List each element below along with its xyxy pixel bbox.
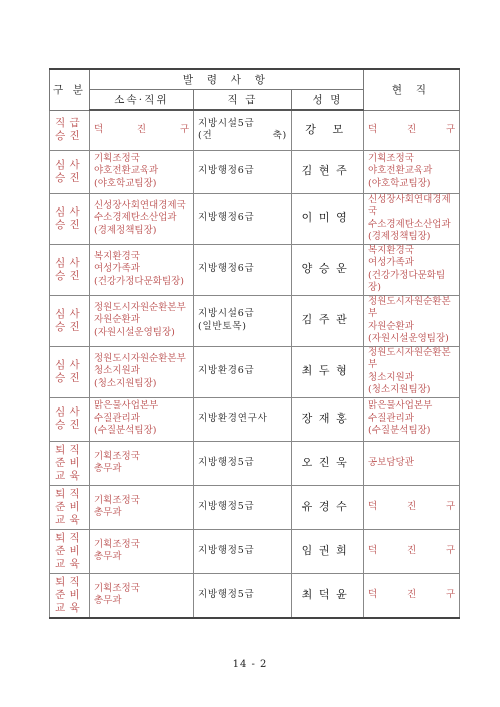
category-cell (50, 193, 90, 244)
dept-position-cell-line: 청소지원과 (94, 365, 140, 377)
grade-cell (194, 244, 292, 295)
category-cell-line: 승진 (55, 419, 84, 431)
grade-cell (194, 441, 292, 485)
dept-position-cell-line: 복지환경국 (94, 250, 140, 262)
grade-cell-line: 지방행정6급 (198, 165, 255, 177)
category-cell-line: 준비 (55, 588, 84, 601)
dept-position-cell-line: (수질분석팀장) (94, 425, 157, 437)
category-cell-line: 심사 (55, 205, 84, 218)
category-cell-line: 퇴직 (55, 531, 84, 544)
table-row (50, 244, 460, 295)
dept-position-cell-line: 여성가족과 (94, 263, 140, 275)
dept-position-cell (90, 573, 194, 618)
table-row (50, 110, 460, 150)
current-position-cell-line: 청소지원과 (368, 371, 414, 383)
dept-position-cell-line: 기획조정국 (94, 538, 140, 550)
current-position-cell-line: 정원도시자원순환본부 (368, 295, 451, 319)
category-cell (50, 573, 90, 618)
category-cell-line: 교육 (55, 557, 84, 570)
category-cell-line: 교육 (55, 469, 84, 482)
name-cell: 장재홍 (292, 397, 364, 441)
category-cell-line: 승진 (55, 130, 84, 142)
grade-cell (194, 110, 292, 150)
category-cell-line: 퇴직 (55, 443, 84, 456)
category-cell-line: 심사 (55, 406, 84, 418)
current-position-cell-line: 덕 진 구 (368, 544, 456, 556)
grade-cell-line: 지방행정5급 (198, 456, 255, 468)
category-cell-line: 교육 (55, 513, 84, 526)
dept-position-cell (90, 397, 194, 441)
category-cell-line: 승진 (55, 269, 84, 282)
grade-cell-line: 지방시설6급 (198, 308, 255, 319)
current-position-cell-line: (수질분석팀장) (368, 425, 431, 437)
name-cell: 양승운 (292, 244, 364, 295)
name-cell: 유경수 (292, 485, 364, 529)
current-position-cell-line: 자원순환과 (368, 320, 414, 332)
table-row (50, 529, 460, 573)
table-row (50, 346, 460, 397)
dept-position-cell (90, 485, 194, 529)
current-position-cell (364, 150, 460, 193)
page-number: 14 - 2 (232, 659, 268, 670)
category-cell-line: 교육 (55, 601, 84, 614)
grade-cell-line: 지방환경6급 (198, 365, 255, 377)
category-cell-line: 승진 (55, 171, 84, 184)
appointment-sheet (49, 68, 459, 619)
category-cell-line: 심사 (55, 256, 84, 269)
current-position-cell (364, 295, 460, 346)
grade-cell (194, 150, 292, 193)
dept-position-cell (90, 529, 194, 573)
dept-position-cell-line: 야호전환교육과 (94, 165, 159, 177)
category-cell-line: 심사 (55, 307, 84, 320)
current-position-cell (364, 193, 460, 244)
dept-position-cell-line: 수질관리과 (94, 412, 140, 424)
dept-position-cell (90, 346, 194, 397)
name-cell: 임권희 (292, 529, 364, 573)
current-position-cell (364, 244, 460, 295)
dept-position-cell-line: (건강가정다문화팀장) (94, 275, 185, 287)
grade-cell-line: 지방행정6급 (198, 263, 255, 275)
name-cell: 이미영 (292, 193, 364, 244)
grade-cell-line: 지방환경연구사 (198, 412, 268, 424)
name-cell: 강 모 (292, 110, 364, 150)
grade-cell-line: (건 축) (198, 130, 287, 142)
current-position-cell (364, 573, 460, 618)
dept-position-cell-line: 총무과 (94, 595, 122, 607)
current-position-cell-line: 복지환경국 (368, 244, 414, 256)
header-category: 구 분 (50, 69, 90, 110)
dept-position-cell-line: 수소경제탄소산업과 (94, 212, 177, 224)
category-cell-line: 준비 (55, 456, 84, 469)
current-position-cell-line: (청소지원팀장) (368, 384, 431, 395)
category-cell (50, 529, 90, 573)
category-cell-line: 준비 (55, 544, 84, 557)
category-cell-line: 심사 (55, 158, 84, 171)
current-position-cell-line: 신성장사회연대경제국 (368, 193, 451, 217)
current-position-cell-line: 맑은물사업본부 (368, 400, 433, 412)
category-cell (50, 295, 90, 346)
current-position-cell (364, 529, 460, 573)
dept-position-cell (90, 295, 194, 346)
current-position-cell-line: 여성가족과 (368, 257, 414, 268)
current-position-cell (364, 397, 460, 441)
dept-position-cell-line: 신성장사회연대경제국 (94, 199, 186, 211)
dept-position-cell-line: 총무과 (94, 507, 122, 518)
category-cell (50, 441, 90, 485)
category-cell (50, 110, 90, 150)
current-position-cell-line: 정원도시자원순환본부 (368, 346, 451, 370)
current-position-cell-line: 수소경제탄소산업과 (368, 218, 451, 230)
category-cell (50, 346, 90, 397)
current-position-cell-line: 덕 진 구 (368, 589, 456, 600)
dept-position-cell (90, 441, 194, 485)
dept-position-cell-line: 덕 진 구 (94, 124, 189, 135)
current-position-cell-line: 수질관리과 (368, 412, 414, 424)
grade-cell (194, 573, 292, 618)
dept-position-cell (90, 193, 194, 244)
current-position-cell-line: (건강가정다문화팀장) (368, 269, 446, 293)
appointment-rows (50, 110, 460, 618)
header-grade: 직 급 (194, 90, 292, 111)
dept-position-cell-line: 기획조정국 (94, 582, 140, 594)
table-row (50, 485, 460, 529)
dept-position-cell-line: 기획조정국 (94, 450, 140, 462)
dept-position-cell (90, 110, 194, 150)
grade-cell (194, 193, 292, 244)
grade-cell-line: 지방시설5급 (198, 117, 255, 129)
header-appointment: 발 령 사 항 (90, 69, 364, 90)
dept-position-cell-line: (경제정책팀장) (94, 224, 157, 236)
header-dept-position: 소속·직위 (90, 90, 194, 111)
table-row (50, 573, 460, 618)
current-position-cell-line: 기획조정국 (368, 152, 414, 164)
dept-position-cell-line: 총무과 (94, 551, 122, 562)
category-cell-line: 심사 (55, 358, 84, 371)
name-cell: 오진욱 (292, 441, 364, 485)
table-row (50, 441, 460, 485)
current-position-cell-line: 덕 진 구 (368, 123, 456, 135)
category-cell (50, 485, 90, 529)
appointment-table (49, 68, 460, 619)
dept-position-cell-line: 정원도시자원순환본부 (94, 352, 186, 364)
dept-position-cell (90, 150, 194, 193)
category-cell (50, 150, 90, 193)
category-cell-line: 직급 (55, 117, 84, 129)
current-position-cell-line: 공보담당관 (368, 456, 414, 468)
grade-cell-line: 지방행정5급 (198, 544, 255, 556)
current-position-cell-line: (경제정책팀장) (368, 231, 431, 242)
dept-position-cell-line: (야호학교팀장) (94, 177, 157, 189)
dept-position-cell-line: 자원순환과 (94, 314, 140, 326)
category-cell-line: 승진 (55, 371, 84, 384)
dept-position-cell-line: 정원도시자원순환본부 (94, 301, 186, 313)
category-cell (50, 397, 90, 441)
table-row (50, 193, 460, 244)
current-position-cell (364, 346, 460, 397)
name-cell: 김현주 (292, 150, 364, 193)
current-position-cell (364, 441, 460, 485)
category-cell-line: 승진 (55, 218, 84, 231)
dept-position-cell-line: (자원시설운영팀장) (94, 326, 175, 338)
grade-cell (194, 485, 292, 529)
grade-cell (194, 346, 292, 397)
current-position-cell-line: 덕 진 구 (368, 500, 456, 512)
current-position-cell (364, 485, 460, 529)
name-cell: 최두형 (292, 346, 364, 397)
current-position-cell-line: 야호전환교육과 (368, 165, 433, 177)
dept-position-cell-line: 맑은물사업본부 (94, 400, 159, 412)
grade-cell (194, 397, 292, 441)
grade-cell-line: (일반토목) (198, 320, 247, 332)
dept-position-cell-line: (청소지원팀장) (94, 377, 157, 389)
current-position-cell (364, 110, 460, 150)
category-cell-line: 퇴직 (55, 575, 84, 588)
name-cell: 김주관 (292, 295, 364, 346)
grade-cell (194, 529, 292, 573)
name-cell: 최덕윤 (292, 573, 364, 618)
current-position-cell-line: (자원시설운영팀장) (368, 333, 449, 344)
table-row (50, 150, 460, 193)
grade-cell-line: 지방행정5급 (198, 500, 255, 512)
dept-position-cell-line: 기획조정국 (94, 494, 140, 506)
category-cell-line: 준비 (55, 500, 84, 513)
grade-cell-line: 지방행정6급 (198, 212, 255, 224)
dept-position-cell-line: 총무과 (94, 463, 122, 474)
current-position-cell-line: (야호학교팀장) (368, 177, 431, 189)
header-name: 성 명 (292, 90, 364, 111)
grade-cell (194, 295, 292, 346)
grade-cell-line: 지방행정5급 (198, 589, 255, 600)
dept-position-cell (90, 244, 194, 295)
table-row (50, 295, 460, 346)
category-cell-line: 승진 (55, 320, 84, 333)
table-row (50, 397, 460, 441)
category-cell (50, 244, 90, 295)
header-current: 현 직 (364, 69, 460, 110)
category-cell-line: 퇴직 (55, 487, 84, 500)
dept-position-cell-line: 기획조정국 (94, 152, 140, 164)
